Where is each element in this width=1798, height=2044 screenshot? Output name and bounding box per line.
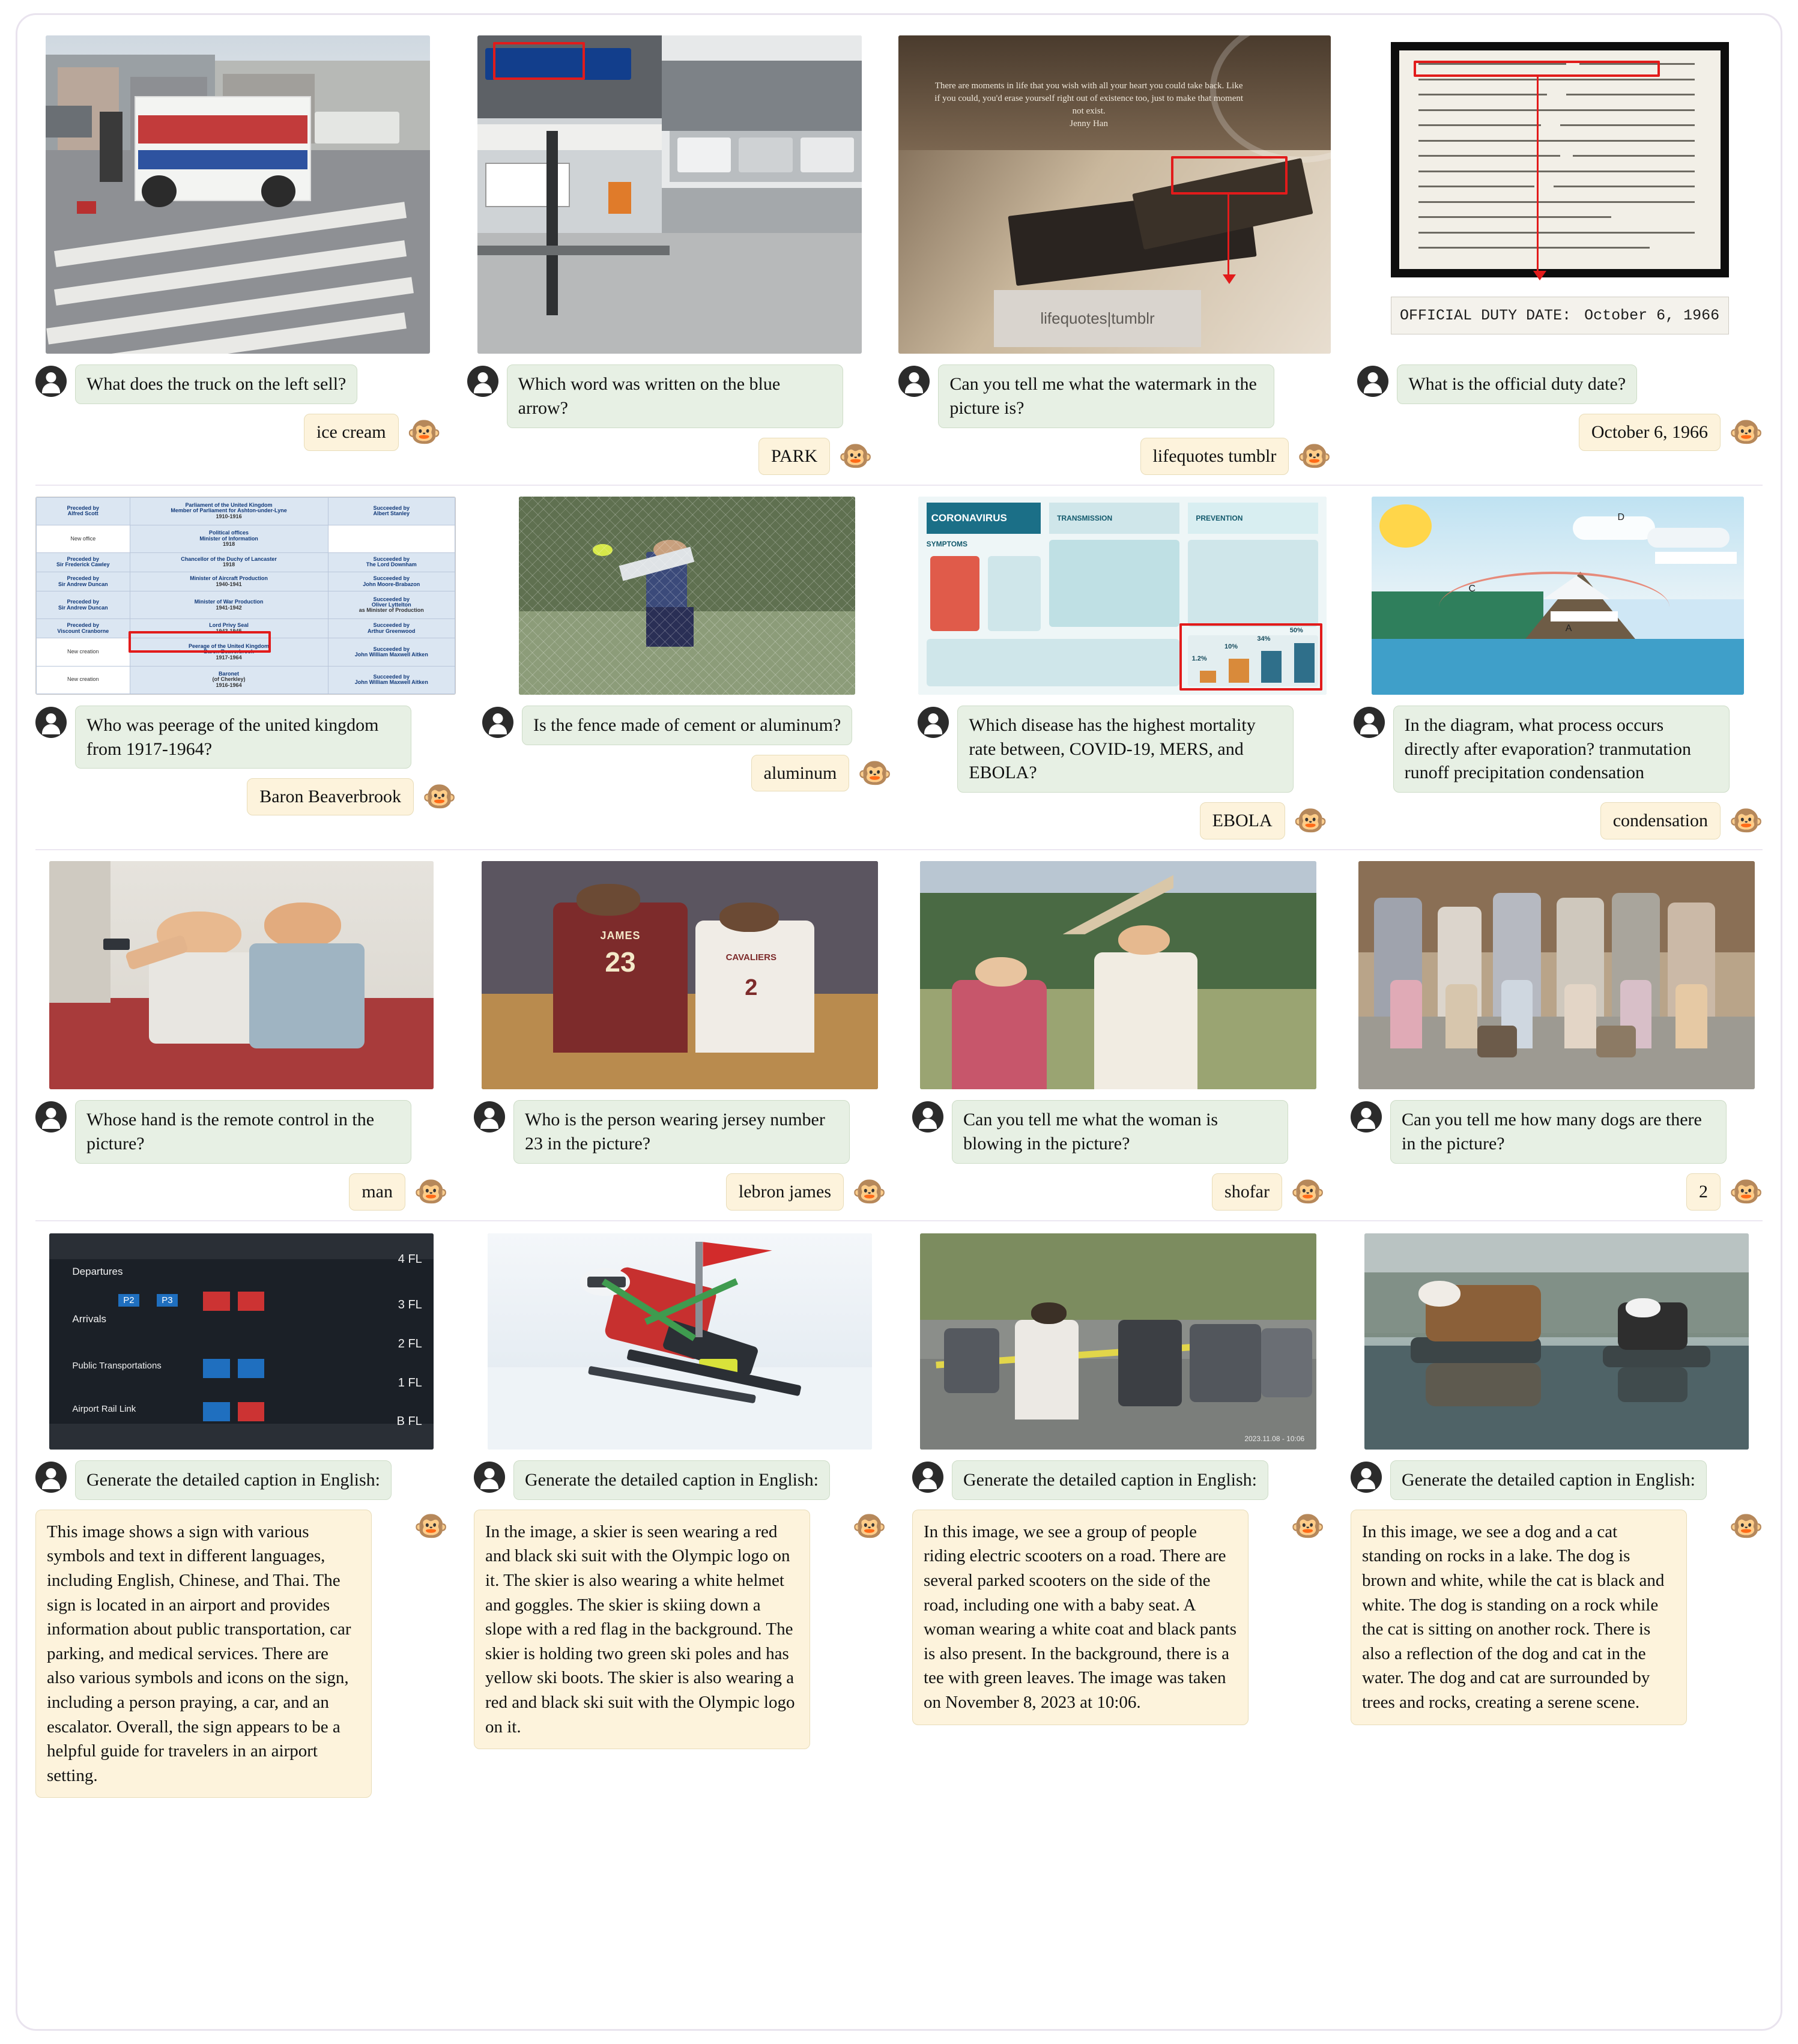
example-cell [918, 497, 1327, 840]
mortality-chart-highlight-box [1179, 623, 1322, 691]
answer-text: October 6, 1966 [1579, 414, 1721, 451]
monkey-face-icon: 🐵 [1291, 1176, 1325, 1207]
question-text: Can you tell me what the watermark in the picture is? [938, 364, 1274, 428]
monkey-face-icon: 🐵 [1293, 805, 1328, 836]
user-avatar-icon [35, 1462, 67, 1493]
example-row-4 [35, 1221, 1763, 1807]
image-container [35, 861, 447, 1089]
zoom-arrow-head [1223, 274, 1236, 284]
question-row [1354, 706, 1763, 793]
answer-row [474, 1510, 886, 1749]
quote-overlay-text: There are moments in life that you wish with all your heart you could take back. Like if you could, you'd erase yourself right out of existence too, just to make that moment not exist. [934, 81, 1244, 116]
answer-row [898, 438, 1331, 475]
question-row [35, 364, 441, 404]
sign-label-p2: P2 [123, 1295, 135, 1305]
water-cycle-diagram-image [1372, 497, 1744, 695]
user-avatar-icon [1357, 366, 1388, 397]
answer-text: aluminum [751, 755, 850, 792]
answer-text: lebron james [726, 1173, 844, 1211]
scanned-official-document-image [1368, 35, 1752, 354]
user-avatar-icon [918, 707, 949, 738]
image-container [35, 497, 456, 695]
image-container [474, 861, 886, 1089]
basketball-players-jersey-23-image [482, 861, 878, 1089]
question-text: Whose hand is the remote control in the picture? [75, 1100, 411, 1164]
question-text: Is the fence made of cement or aluminum? [522, 706, 852, 745]
question-text: What does the truck on the left sell? [75, 364, 357, 404]
answer-row [35, 1510, 447, 1798]
example-cell [1351, 1233, 1763, 1798]
watermark-highlight-box [1171, 156, 1288, 195]
image-container [1351, 861, 1763, 1089]
duty-date-highlight-box [1414, 61, 1660, 77]
question-row [35, 1460, 447, 1500]
answer-text: In the image, a skier is seen wearing a red and black ski suit with the Olympic logo on it. The skier is also wearing a white helmet and goggles. The skier is skiing down a slope with a red flag in the background. The skier is holding two green ski poles and has yellow ski boots. The skier is also wearing a red and black ski suit with the Olympic logo on it. [474, 1510, 810, 1749]
diagram-label-D: D [1617, 512, 1625, 523]
sign-label-p3: P3 [162, 1295, 173, 1305]
monkey-face-icon: 🐵 [407, 416, 441, 447]
question-text: Who was peerage of the united kingdom from 1917-1964? [75, 706, 411, 769]
question-row [35, 1100, 447, 1164]
street-with-ice-cream-truck-image [46, 35, 430, 354]
user-avatar-icon [35, 1101, 67, 1132]
question-text: Generate the detailed caption in English: [75, 1460, 392, 1500]
image-container [918, 497, 1327, 695]
answer-text: 2 [1686, 1173, 1721, 1211]
jersey-number-23: 23 [605, 946, 636, 978]
team-name-text: CAVALIERS [725, 952, 777, 963]
question-text: Generate the detailed caption in English: [952, 1460, 1268, 1500]
film-strip-quote-photo-image [898, 35, 1331, 354]
answer-row [35, 1173, 447, 1211]
example-cell [912, 861, 1324, 1211]
question-text: What is the official duty date? [1397, 364, 1637, 404]
answer-row [482, 755, 891, 792]
jersey-name-text: JAMES [600, 930, 641, 942]
zoom-arrow-line [1227, 195, 1229, 277]
user-avatar-icon [1351, 1101, 1382, 1132]
image-container [1354, 497, 1763, 695]
question-row [1351, 1460, 1763, 1500]
answer-text: shofar [1212, 1173, 1282, 1211]
monkey-face-icon: 🐵 [1729, 416, 1764, 447]
jersey-number-2: 2 [745, 975, 758, 1001]
answer-text: man [349, 1173, 405, 1211]
parking-garage-sign-image [477, 35, 862, 354]
question-row [918, 706, 1327, 793]
user-avatar-icon [35, 707, 67, 738]
question-text: In the diagram, what process occurs directly after evaporation? tranmutation runoff precipitation condensation [1393, 706, 1730, 793]
user-avatar-icon [1351, 1462, 1382, 1493]
answer-row [918, 802, 1327, 839]
infographic-heading-transmission: TRANSMISSION [1057, 514, 1113, 523]
answer-text: Baron Beaverbrook [247, 778, 414, 815]
infographic-heading-coronavirus: CORONAVIRUS [931, 512, 1007, 524]
question-row [1351, 1100, 1763, 1164]
example-row-3 [35, 850, 1763, 1221]
couple-taking-selfie-on-couch-image [49, 861, 434, 1089]
sign-text-airport-rail-link: Airport Rail Link [72, 1404, 136, 1415]
sign-text-public-transportations: Public Transportations [72, 1361, 162, 1371]
question-text: Generate the detailed caption in English: [1390, 1460, 1707, 1500]
woman-blowing-shofar-image [920, 861, 1316, 1089]
answer-row [35, 414, 441, 451]
image-container [898, 35, 1331, 354]
example-cell [35, 861, 447, 1211]
sign-floor-3fl: 3 FL [398, 1298, 422, 1311]
dog-shape-2 [1596, 1026, 1636, 1057]
answer-row [1351, 1510, 1763, 1725]
image-container [482, 497, 891, 695]
question-row [467, 364, 873, 428]
example-row-2 [35, 486, 1763, 851]
electric-scooters-on-street-image [920, 1233, 1316, 1450]
question-text: Can you tell me what the woman is blowing in the picture? [952, 1100, 1288, 1164]
monkey-face-icon: 🐵 [838, 440, 873, 471]
sign-text-arrivals: Arrivals [72, 1313, 107, 1325]
question-row [912, 1100, 1324, 1164]
answer-row [474, 1173, 886, 1211]
dog-and-cat-on-lake-rocks-image [1364, 1233, 1749, 1450]
infographic-heading-symptoms: SYMPTOMS [926, 540, 968, 549]
quote-author-text: Jenny Han [1070, 119, 1108, 129]
image-container [1351, 1233, 1763, 1450]
succession-table: Preceded by Alfred Scott Parliament of the United Kingdom Member of Parliament for Ashton-under-Lyne 1910-1916 Succeeded by Albert Stanley New office Political offices Minister of Information 1918 Preceded by Sir Frederick Cawley Chancellor of the Duchy of Lancaster 1918 Succeeded by The Lord Downham Preceded by Sir Andrew Duncan Minister of Aircraft Production 1940-1941 Succeeded by John Moore-Brabazon Preceded by Sir Andrew Duncan Minister of War Production 1941-1942 Succeeded by Oliver Lyttelton as Minister of Production Preceded by Viscount Cranborne Lord Privy Seal 1943-1945 Succeeded by Arthur Greenwood New creation Peerage of the United Kingdom Baron Beaverbrook 1917-1964 Succeeded by John William Maxwell Aitken New creation Baronet (of Cherkley) 1916-1964 Succeeded by John William Maxwell Aitken [36, 497, 455, 694]
diagram-label-A: A [1565, 623, 1572, 633]
question-row [1357, 364, 1763, 404]
monkey-face-icon: 🐵 [852, 1510, 887, 1541]
user-avatar-icon [474, 1101, 505, 1132]
image-container [467, 35, 873, 354]
user-avatar-icon [1354, 707, 1385, 738]
answer-text: condensation [1600, 802, 1721, 839]
user-avatar-icon [35, 366, 67, 397]
example-cell [35, 35, 441, 475]
sign-floor-4fl: 4 FL [398, 1253, 422, 1266]
monkey-face-icon: 🐵 [1728, 805, 1764, 836]
user-avatar-icon [912, 1101, 943, 1132]
duty-date-zoom-crop [1391, 297, 1729, 335]
answer-text: lifequotes tumblr [1140, 438, 1289, 475]
question-row [482, 706, 891, 745]
example-cell [482, 497, 891, 840]
answer-row [467, 438, 873, 475]
monkey-face-icon: 🐵 [414, 1176, 449, 1207]
park-word-highlight-box [493, 42, 586, 80]
question-row [912, 1460, 1324, 1500]
mortality-label-0: 1.2% [1191, 655, 1207, 662]
duty-date-label: OFFICIAL DUTY DATE: [1400, 306, 1572, 324]
mortality-label-3: 50% [1289, 627, 1303, 635]
answer-row [1357, 414, 1763, 451]
question-row [474, 1100, 886, 1164]
monkey-face-icon: 🐵 [1291, 1510, 1325, 1541]
question-text: Who is the person wearing jersey number 23 in the picture? [513, 1100, 850, 1164]
answer-text: In this image, we see a group of people riding electric scooters on a road. There are several parked scooters on the side of the road, including one with a baby seat. A woman wearing a white coat and black pants is also present. In the background, there is a tee with green leaves. The image was taken on November 8, 2023 at 10:06. [912, 1510, 1249, 1725]
question-text: Generate the detailed caption in English: [513, 1460, 830, 1500]
sign-floor-2fl: 2 FL [398, 1337, 422, 1350]
sign-floor-1fl: 1 FL [398, 1376, 422, 1389]
answer-row [912, 1510, 1324, 1725]
monkey-face-icon: 🐵 [1729, 1176, 1764, 1207]
question-row [474, 1460, 886, 1500]
coronavirus-infographic-image [918, 497, 1327, 695]
example-cell [1354, 497, 1763, 840]
wikipedia-peerage-table-image [35, 497, 456, 695]
monkey-face-icon: 🐵 [414, 1510, 449, 1541]
peerage-highlight-box [129, 631, 271, 653]
monkey-face-icon: 🐵 [852, 1176, 887, 1207]
zoom-arrow-head [1533, 271, 1546, 280]
answer-text: In this image, we see a dog and a cat standing on rocks in a lake. The dog is brown and white, while the cat is black and white. The dog is standing on a rock while the cat is sitting on another rock. There is also a reflection of the dog and cat in the water. The dog and cat are surrounded by trees and rocks, creating a serene scene. [1351, 1510, 1687, 1725]
image-container [912, 1233, 1324, 1450]
watermark-zoom-text: lifequotes|tumblr [1040, 309, 1155, 328]
example-cell [35, 1233, 447, 1798]
answer-row [912, 1173, 1324, 1211]
user-avatar-icon [467, 366, 498, 397]
answer-text: ice cream [304, 414, 399, 451]
airport-multilingual-sign-image [49, 1233, 434, 1450]
group-photo-with-children-and-dogs-image [1358, 861, 1755, 1089]
answer-row [1354, 802, 1763, 839]
dog-shape-1 [1477, 1026, 1517, 1057]
user-avatar-icon [482, 707, 513, 738]
answer-text: PARK [758, 438, 830, 475]
mortality-label-1: 10% [1224, 643, 1238, 650]
image-container [35, 1233, 447, 1450]
image-container [474, 1233, 886, 1450]
monkey-face-icon: 🐵 [1297, 440, 1332, 471]
example-cell [1357, 35, 1763, 475]
answer-row [35, 778, 456, 815]
example-cell [35, 497, 456, 840]
user-avatar-icon [474, 1462, 505, 1493]
question-text: Can you tell me how many dogs are there in the picture? [1390, 1100, 1727, 1164]
example-cell [474, 861, 886, 1211]
user-avatar-icon [898, 366, 930, 397]
monkey-face-icon: 🐵 [858, 757, 892, 788]
example-row-1 [35, 31, 1763, 486]
image-container [912, 861, 1324, 1089]
image-container [1357, 35, 1763, 354]
sign-text-departures: Departures [72, 1265, 123, 1277]
question-row [898, 364, 1331, 428]
duty-date-value: October 6, 1966 [1584, 306, 1720, 324]
tennis-player-behind-fence-image [519, 497, 855, 695]
question-text: Which word was written on the blue arrow? [507, 364, 843, 428]
user-avatar-icon [912, 1462, 943, 1493]
monkey-face-icon: 🐵 [1729, 1510, 1764, 1541]
example-cell [1351, 861, 1763, 1211]
photo-timestamp: 2023.11.08 - 10:06 [1244, 1435, 1305, 1444]
diagram-label-C: C [1468, 583, 1476, 594]
example-cell [474, 1233, 886, 1798]
watermark-zoom-crop [994, 290, 1202, 347]
answer-text: This image shows a sign with various symbols and text in different languages, including English, Chinese, and Thai. The sign is located in an airport and provides information about public transportation, car parking, and medical services. There are also various symbols and icons on the sign, including a person praying, a car, and an escalator. Overall, the sign appears to be a helpful guide for travelers in an airport setting. [35, 1510, 372, 1798]
answer-text: EBOLA [1200, 802, 1285, 839]
infographic-heading-prevention: PREVENTION [1196, 514, 1243, 523]
image-container [35, 35, 441, 354]
example-cell [467, 35, 873, 475]
sign-floor-bfl: B FL [396, 1415, 422, 1429]
figure-panel [16, 13, 1782, 2031]
monkey-face-icon: 🐵 [422, 781, 457, 812]
answer-row [1351, 1173, 1763, 1211]
mortality-label-2: 34% [1257, 635, 1271, 643]
example-cell [898, 35, 1331, 475]
downhill-skier-image [488, 1233, 872, 1450]
zoom-arrow-line [1537, 77, 1539, 274]
question-text: Which disease has the highest mortality rate between, COVID-19, MERS, and EBOLA? [957, 706, 1294, 793]
question-row [35, 706, 456, 769]
example-cell [912, 1233, 1324, 1798]
